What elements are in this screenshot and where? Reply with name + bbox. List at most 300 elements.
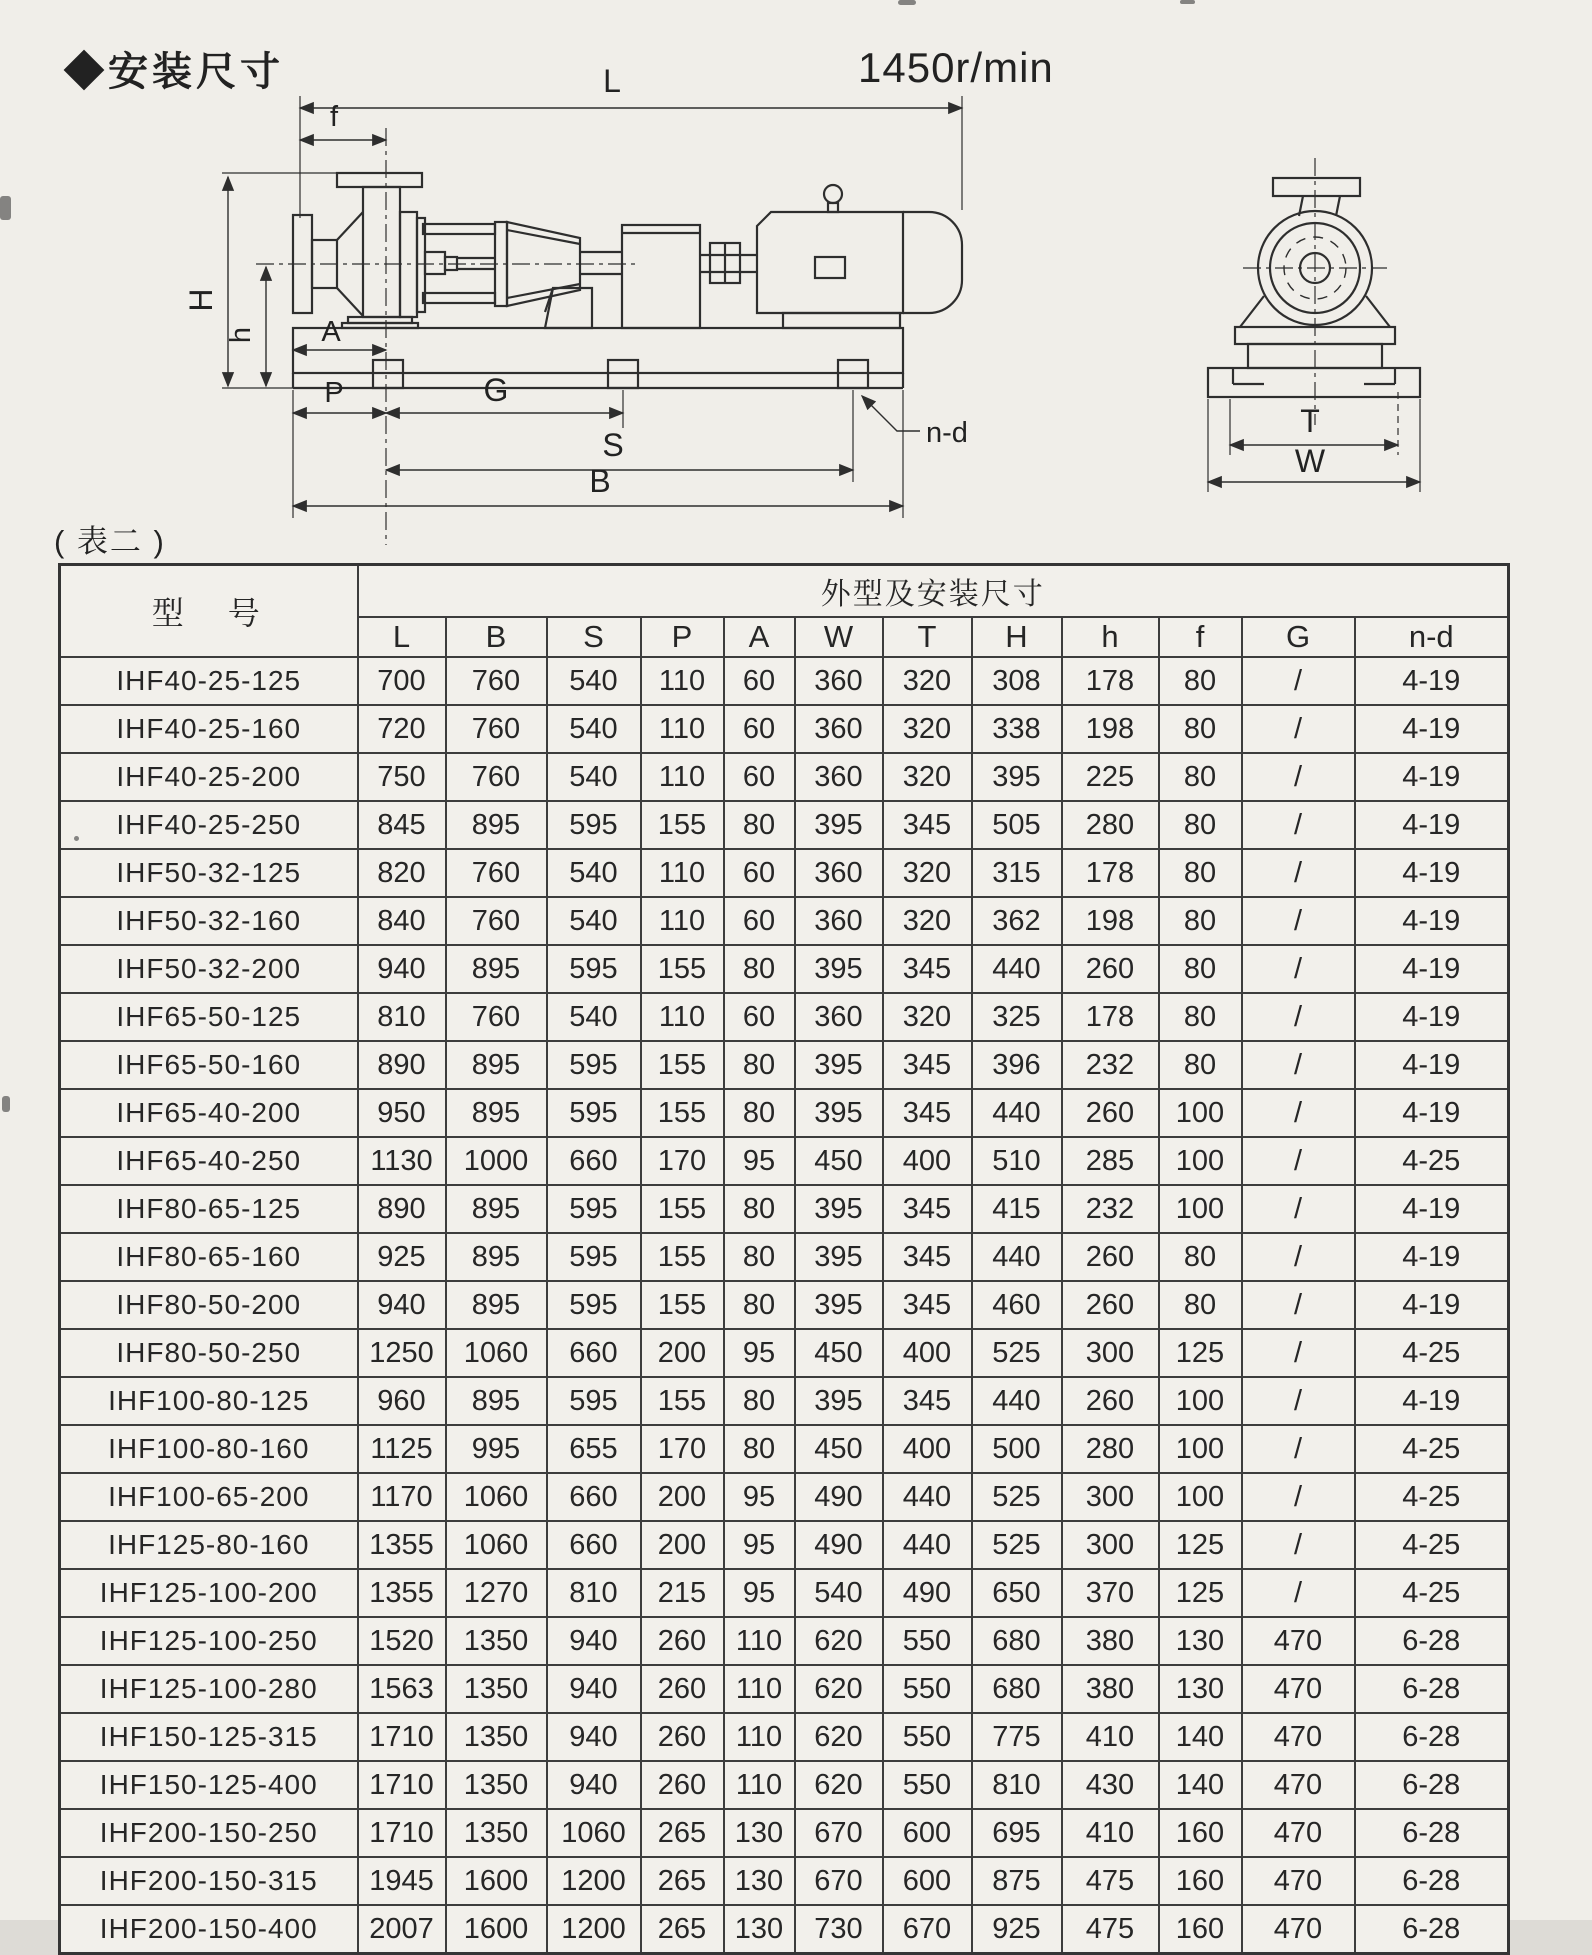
dim-cell: 895 [446,1281,547,1329]
dim-cell: 2007 [358,1905,446,1954]
dim-cell: 620 [795,1713,883,1761]
dim-cell: 100 [1159,1137,1242,1185]
dim-column-header: B [446,617,547,657]
dim-cell: 950 [358,1089,446,1137]
dim-cell: 95 [724,1521,795,1569]
model-cell: IHF200-150-315 [60,1857,358,1905]
dim-cell: 4-19 [1355,993,1509,1041]
dim-cell: 440 [972,1233,1062,1281]
dim-cell: 4-25 [1355,1473,1509,1521]
dim-cell: 345 [883,1233,972,1281]
dim-cell: 4-25 [1355,1569,1509,1617]
dim-cell: 1060 [446,1473,547,1521]
dim-cell: 540 [547,897,641,945]
dim-cell: 345 [883,1281,972,1329]
model-cell: IHF200-150-250 [60,1809,358,1857]
dim-cell: 540 [795,1569,883,1617]
dim-label-f: f [329,101,339,133]
dim-cell: 4-19 [1355,753,1509,801]
model-cell: IHF100-80-160 [60,1425,358,1473]
model-cell: IHF50-32-160 [60,897,358,945]
dim-column-header: T [883,617,972,657]
dim-cell: 380 [1062,1665,1159,1713]
dim-cell: 260 [1062,1377,1159,1425]
dim-cell: 125 [1159,1569,1242,1617]
dim-cell: 80 [724,1377,795,1425]
dim-cell: 155 [641,945,724,993]
dim-cell: 680 [972,1665,1062,1713]
dim-label-h: h [225,326,257,344]
dim-column-header: P [641,617,724,657]
dim-cell: / [1242,945,1355,993]
dim-cell: 370 [1062,1569,1159,1617]
model-cell: IHF125-100-250 [60,1617,358,1665]
dim-cell: 540 [547,657,641,705]
dim-cell: 300 [1062,1521,1159,1569]
dim-cell: 500 [972,1425,1062,1473]
dim-cell: / [1242,993,1355,1041]
dim-cell: / [1242,1233,1355,1281]
dim-cell: 60 [724,705,795,753]
dim-cell: 80 [1159,705,1242,753]
dim-cell: 895 [446,1377,547,1425]
table-row [60,1281,1509,1329]
dim-cell: 130 [724,1905,795,1954]
dim-cell: 650 [972,1569,1062,1617]
table-row [60,1857,1509,1905]
dim-cell: 410 [1062,1713,1159,1761]
dim-cell: 4-19 [1355,1377,1509,1425]
dim-cell: 80 [1159,993,1242,1041]
dim-cell: 110 [641,753,724,801]
dim-cell: 80 [1159,801,1242,849]
dim-cell: 700 [358,657,446,705]
dim-cell: 345 [883,1089,972,1137]
dim-cell: 410 [1062,1809,1159,1857]
dim-cell: 260 [1062,1233,1159,1281]
dim-cell: 345 [883,801,972,849]
dim-cell: 525 [972,1329,1062,1377]
dim-cell: 670 [795,1857,883,1905]
pump-end-view [1208,178,1420,397]
dim-cell: 4-19 [1355,1089,1509,1137]
dim-cell: 345 [883,1377,972,1425]
dim-cell: 400 [883,1329,972,1377]
dim-cell: 320 [883,849,972,897]
dim-cell: 540 [547,705,641,753]
dim-cell: 895 [446,945,547,993]
dim-cell: 200 [641,1329,724,1377]
dim-cell: 6-28 [1355,1617,1509,1665]
dim-cell: 60 [724,657,795,705]
model-cell: IHF40-25-250 [60,801,358,849]
dim-cell: 80 [1159,657,1242,705]
dim-cell: / [1242,1377,1355,1425]
dim-cell: 540 [547,993,641,1041]
dim-cell: 80 [1159,945,1242,993]
dim-cell: 890 [358,1185,446,1233]
dim-cell: 395 [795,801,883,849]
dim-cell: 300 [1062,1473,1159,1521]
dim-cell: 360 [795,753,883,801]
dim-cell: 4-25 [1355,1425,1509,1473]
dim-cell: 360 [795,705,883,753]
dim-cell: 595 [547,1281,641,1329]
dim-cell: / [1242,1425,1355,1473]
dim-column-header: W [795,617,883,657]
table-row [60,705,1509,753]
dim-cell: 670 [795,1809,883,1857]
dim-cell: 760 [446,657,547,705]
dim-cell: 1200 [547,1905,641,1954]
dim-cell: 1520 [358,1617,446,1665]
dim-cell: / [1242,849,1355,897]
model-cell: IHF80-50-200 [60,1281,358,1329]
dim-cell: 6-28 [1355,1905,1509,1954]
dim-cell: 320 [883,897,972,945]
dim-cell: 750 [358,753,446,801]
dim-cell: 1350 [446,1617,547,1665]
dim-cell: 1060 [446,1521,547,1569]
dim-cell: 440 [972,1089,1062,1137]
dim-cell: 395 [795,1089,883,1137]
dim-cell: 160 [1159,1905,1242,1954]
dim-cell: 550 [883,1617,972,1665]
dim-cell: 525 [972,1521,1062,1569]
dim-cell: 895 [446,1233,547,1281]
dim-cell: 525 [972,1473,1062,1521]
dim-cell: 670 [883,1905,972,1954]
dim-cell: 460 [972,1281,1062,1329]
dim-cell: 320 [883,993,972,1041]
dim-cell: 265 [641,1809,724,1857]
dimension-labels [183,63,1326,499]
dim-column-header: H [972,617,1062,657]
dim-cell: 620 [795,1665,883,1713]
dim-cell: 395 [795,1185,883,1233]
dim-cell: 595 [547,801,641,849]
dim-label-W: W [1294,443,1326,479]
dim-cell: 345 [883,945,972,993]
dim-label-G: G [483,372,509,408]
dim-cell: 470 [1242,1809,1355,1857]
dim-cell: 110 [724,1617,795,1665]
dim-cell: 760 [446,849,547,897]
table-row [60,1713,1509,1761]
dim-cell: 380 [1062,1617,1159,1665]
dim-cell: 760 [446,993,547,1041]
dim-cell: 1060 [547,1809,641,1857]
extension-lines [222,96,1420,518]
dim-cell: 550 [883,1713,972,1761]
dim-cell: 80 [724,801,795,849]
dim-cell: 1125 [358,1425,446,1473]
dim-cell: / [1242,753,1355,801]
table-row [60,1137,1509,1185]
table-row [60,993,1509,1041]
dim-label-T: T [1300,403,1320,439]
model-cell: IHF80-65-160 [60,1233,358,1281]
dim-cell: 940 [547,1665,641,1713]
dim-cell: 155 [641,1089,724,1137]
dim-cell: 440 [972,945,1062,993]
dim-cell: 540 [547,849,641,897]
dim-cell: 265 [641,1857,724,1905]
dim-cell: 600 [883,1857,972,1905]
dim-cell: 100 [1159,1185,1242,1233]
dim-cell: 6-28 [1355,1809,1509,1857]
dim-cell: 1250 [358,1329,446,1377]
dim-cell: 4-25 [1355,1329,1509,1377]
dim-cell: 100 [1159,1089,1242,1137]
dim-cell: 395 [795,1377,883,1425]
table-row [60,801,1509,849]
dim-cell: 60 [724,993,795,1041]
dim-label-H: H [183,288,219,312]
dim-cell: 1060 [446,1329,547,1377]
dim-cell: 925 [358,1233,446,1281]
dim-cell: 285 [1062,1137,1159,1185]
dim-cell: 178 [1062,849,1159,897]
dim-cell: 1270 [446,1569,547,1617]
dim-cell: 100 [1159,1377,1242,1425]
dim-cell: 550 [883,1665,972,1713]
dim-cell: 510 [972,1137,1062,1185]
dim-cell: 4-19 [1355,897,1509,945]
dim-cell: 60 [724,849,795,897]
dim-cell: 450 [795,1329,883,1377]
dim-cell: 110 [641,657,724,705]
dim-cell: 595 [547,1377,641,1425]
dim-column-header: S [547,617,641,657]
dim-cell: 110 [724,1761,795,1809]
dim-cell: 475 [1062,1905,1159,1954]
table-row [60,1473,1509,1521]
dim-cell: 395 [795,1281,883,1329]
dim-cell: 505 [972,801,1062,849]
dim-cell: 362 [972,897,1062,945]
dim-cell: 470 [1242,1857,1355,1905]
dim-cell: 80 [724,1425,795,1473]
dim-cell: 140 [1159,1761,1242,1809]
model-cell: IHF40-25-200 [60,753,358,801]
dim-cell: 155 [641,1377,724,1425]
dim-cell: 110 [641,705,724,753]
dimension-table [58,563,1510,1955]
dim-cell: 110 [641,993,724,1041]
dim-cell: 160 [1159,1857,1242,1905]
dim-cell: 415 [972,1185,1062,1233]
dim-cell: 550 [883,1761,972,1809]
dim-cell: 198 [1062,705,1159,753]
dim-cell: 178 [1062,657,1159,705]
dim-cell: 260 [641,1617,724,1665]
dim-cell: 320 [883,753,972,801]
model-cell: IHF150-125-400 [60,1761,358,1809]
dim-cell: 110 [641,849,724,897]
model-cell: IHF65-50-125 [60,993,358,1041]
dim-cell: / [1242,801,1355,849]
dim-cell: 490 [795,1473,883,1521]
dim-cell: 845 [358,801,446,849]
dim-cell: / [1242,1473,1355,1521]
dim-cell: / [1242,1137,1355,1185]
table-row [60,1233,1509,1281]
dim-cell: 6-28 [1355,1761,1509,1809]
model-cell: IHF40-25-160 [60,705,358,753]
dim-cell: 80 [724,945,795,993]
dim-cell: 308 [972,657,1062,705]
dim-cell: 4-19 [1355,1281,1509,1329]
dim-cell: 320 [883,705,972,753]
dim-cell: / [1242,897,1355,945]
dim-cell: 225 [1062,753,1159,801]
table-row [60,1617,1509,1665]
dim-cell: / [1242,657,1355,705]
dim-cell: 80 [724,1041,795,1089]
dim-cell: 80 [724,1281,795,1329]
dim-cell: 1350 [446,1665,547,1713]
dim-cell: / [1242,1185,1355,1233]
dim-cell: / [1242,1569,1355,1617]
dim-cell: 155 [641,801,724,849]
dim-column-header: L [358,617,446,657]
dim-cell: 360 [795,849,883,897]
dim-cell: 130 [724,1857,795,1905]
dim-cell: 660 [547,1521,641,1569]
dim-cell: 810 [972,1761,1062,1809]
model-cell: IHF65-40-200 [60,1089,358,1137]
dimension-lines [228,108,1420,506]
dim-column-header: h [1062,617,1159,657]
dim-cell: 490 [883,1569,972,1617]
dim-cell: 130 [724,1809,795,1857]
dim-cell: 760 [446,705,547,753]
model-cell: IHF100-80-125 [60,1377,358,1425]
dim-cell: 360 [795,657,883,705]
dim-cell: 1350 [446,1809,547,1857]
dim-cell: 450 [795,1425,883,1473]
dim-cell: 430 [1062,1761,1159,1809]
dim-cell: 125 [1159,1329,1242,1377]
dim-cell: 4-19 [1355,945,1509,993]
table-row [60,753,1509,801]
dim-cell: 1600 [446,1857,547,1905]
dim-cell: 1355 [358,1521,446,1569]
dim-cell: 60 [724,753,795,801]
dim-cell: / [1242,705,1355,753]
dim-cell: 400 [883,1137,972,1185]
dim-cell: 215 [641,1569,724,1617]
dim-cell: 155 [641,1281,724,1329]
dim-cell: 95 [724,1329,795,1377]
dim-cell: 760 [446,897,547,945]
dim-cell: 260 [1062,1089,1159,1137]
dim-cell: 470 [1242,1665,1355,1713]
dim-cell: 940 [358,945,446,993]
dim-cell: 540 [547,753,641,801]
dim-cell: 4-19 [1355,1185,1509,1233]
table-row [60,1425,1509,1473]
dim-cell: 720 [358,705,446,753]
table-row [60,1329,1509,1377]
table-row [60,1521,1509,1569]
dim-cell: 4-19 [1355,1233,1509,1281]
dim-cell: 440 [972,1377,1062,1425]
dim-cell: 80 [1159,1233,1242,1281]
table-row [60,1761,1509,1809]
dim-cell: / [1242,1041,1355,1089]
dim-cell: 820 [358,849,446,897]
dim-cell: 470 [1242,1713,1355,1761]
dim-column-header: n-d [1355,617,1509,657]
dim-cell: 4-25 [1355,1521,1509,1569]
dim-label-B: B [589,463,611,499]
table-row [60,849,1509,897]
table-row [60,945,1509,993]
dim-cell: 730 [795,1905,883,1954]
model-cell: IHF80-50-250 [60,1329,358,1377]
dim-label-A: A [321,316,341,348]
dim-cell: 280 [1062,1425,1159,1473]
dim-cell: 80 [1159,1281,1242,1329]
dim-cell: 1355 [358,1569,446,1617]
dim-cell: 775 [972,1713,1062,1761]
dim-cell: 995 [446,1425,547,1473]
dim-cell: 200 [641,1521,724,1569]
table-row [60,1041,1509,1089]
dim-cell: 1563 [358,1665,446,1713]
dim-cell: 300 [1062,1329,1159,1377]
dim-cell: 95 [724,1137,795,1185]
dim-cell: 1710 [358,1809,446,1857]
dim-cell: 620 [795,1761,883,1809]
dim-cell: 490 [795,1521,883,1569]
dim-cell: 1130 [358,1137,446,1185]
dim-cell: 655 [547,1425,641,1473]
dims-group-header: 外型及安装尺寸 [358,565,1509,618]
dim-cell: 4-19 [1355,801,1509,849]
dim-cell: 360 [795,897,883,945]
dim-cell: 320 [883,657,972,705]
dim-cell: 338 [972,705,1062,753]
dim-cell: 60 [724,897,795,945]
dim-cell: 400 [883,1425,972,1473]
dim-cell: 695 [972,1809,1062,1857]
dim-cell: 4-19 [1355,1041,1509,1089]
dim-cell: 80 [724,1233,795,1281]
dim-cell: 1945 [358,1857,446,1905]
model-cell: IHF80-65-125 [60,1185,358,1233]
dim-cell: 895 [446,801,547,849]
model-column-header: 型 号 [60,565,358,658]
page-title: ◆安装尺寸 [64,50,284,94]
dim-cell: 260 [641,1761,724,1809]
dim-cell: 595 [547,1089,641,1137]
dim-label-P: P [324,377,344,409]
dim-cell: 110 [724,1713,795,1761]
model-cell: IHF40-25-125 [60,657,358,705]
dim-cell: 178 [1062,993,1159,1041]
dim-cell: 345 [883,1041,972,1089]
dim-cell: 595 [547,945,641,993]
dim-cell: 940 [547,1761,641,1809]
dim-cell: 110 [724,1665,795,1713]
model-cell: IHF200-150-400 [60,1905,358,1954]
model-cell: IHF100-65-200 [60,1473,358,1521]
dim-label-n-d: n-d [926,417,968,449]
dim-cell: 130 [1159,1665,1242,1713]
